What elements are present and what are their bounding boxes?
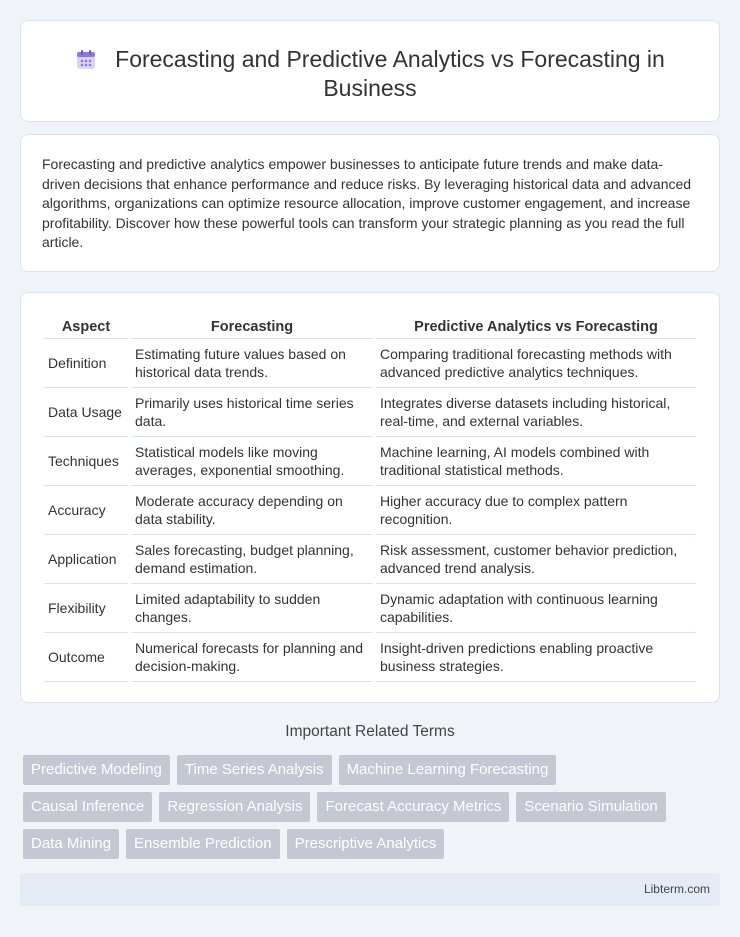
intro-paragraph: Forecasting and predictive analytics empower businesses to anticipate future trends and make data-driven decisions that enhance performance and reduce risks. By leveraging historical data and advanced algorithms, organizations can optimize resource allocation, improve customer engagement, and increase profitability. Discover how these powerful tools can transform your strategic planning as you read the full article. [42,156,692,251]
row-predictive: Dynamic adaptation with continuous learning capabilities. [376,584,696,633]
term-tag[interactable]: Prescriptive Analytics [287,829,445,859]
row-predictive: Higher accuracy due to complex pattern recognition. [376,486,696,535]
related-terms [23,755,723,866]
row-predictive: Comparing traditional forecasting methods with advanced predictive analytics techniques. [376,339,696,388]
header-forecasting: Forecasting [131,315,373,339]
row-aspect: Definition [44,339,128,388]
term-tag[interactable]: Scenario Simulation [516,792,665,822]
footer [20,873,720,906]
row-forecasting: Limited adaptability to sudden changes. [131,584,373,633]
row-aspect: Outcome [44,633,128,682]
table-row [44,339,696,388]
table-row [44,633,696,682]
comparison-card [20,292,720,703]
term-tag[interactable]: Predictive Modeling [23,755,170,785]
table-row [44,486,696,535]
term-tag[interactable]: Machine Learning Forecasting [339,755,557,785]
row-predictive: Risk assessment, customer behavior prediction, advanced trend analysis. [376,535,696,584]
calendar-icon [75,49,97,71]
intro-card [20,134,720,272]
row-forecasting: Moderate accuracy depending on data stability. [131,486,373,535]
term-tag[interactable]: Ensemble Prediction [126,829,280,859]
term-tag[interactable]: Time Series Analysis [177,755,332,785]
row-forecasting: Estimating future values based on historical data trends. [131,339,373,388]
header-predictive: Predictive Analytics vs Forecasting [376,315,696,339]
row-forecasting: Numerical forecasts for planning and decision-making. [131,633,373,682]
title-card [20,20,720,122]
row-predictive: Integrates diverse datasets including historical, real-time, and external variables. [376,388,696,437]
row-predictive: Insight-driven predictions enabling proactive business strategies. [376,633,696,682]
row-forecasting: Statistical models like moving averages, exponential smoothing. [131,437,373,486]
related-terms-title: Important Related Terms [285,723,455,740]
term-tag[interactable]: Causal Inference [23,792,152,822]
row-forecasting: Primarily uses historical time series data. [131,388,373,437]
table-row [44,535,696,584]
row-aspect: Techniques [44,437,128,486]
page-title: Forecasting and Predictive Analytics vs Forecasting in Business [115,46,665,101]
comparison-table [41,315,699,682]
term-row [23,755,723,785]
row-aspect: Application [44,535,128,584]
table-row [44,437,696,486]
footer-site-link[interactable]: Libterm.com [643,882,710,896]
table-row [44,584,696,633]
term-row [23,792,723,822]
row-predictive: Machine learning, AI models combined with traditional statistical methods. [376,437,696,486]
page-title-wrap [21,45,719,103]
row-forecasting: Sales forecasting, budget planning, demand estimation. [131,535,373,584]
row-aspect: Flexibility [44,584,128,633]
row-aspect: Accuracy [44,486,128,535]
row-aspect: Data Usage [44,388,128,437]
table-row [44,388,696,437]
table-header-row [44,315,696,339]
term-tag[interactable]: Regression Analysis [159,792,310,822]
header-aspect: Aspect [44,315,128,339]
term-tag[interactable]: Data Mining [23,829,119,859]
term-tag[interactable]: Forecast Accuracy Metrics [317,792,509,822]
term-row [23,829,723,859]
